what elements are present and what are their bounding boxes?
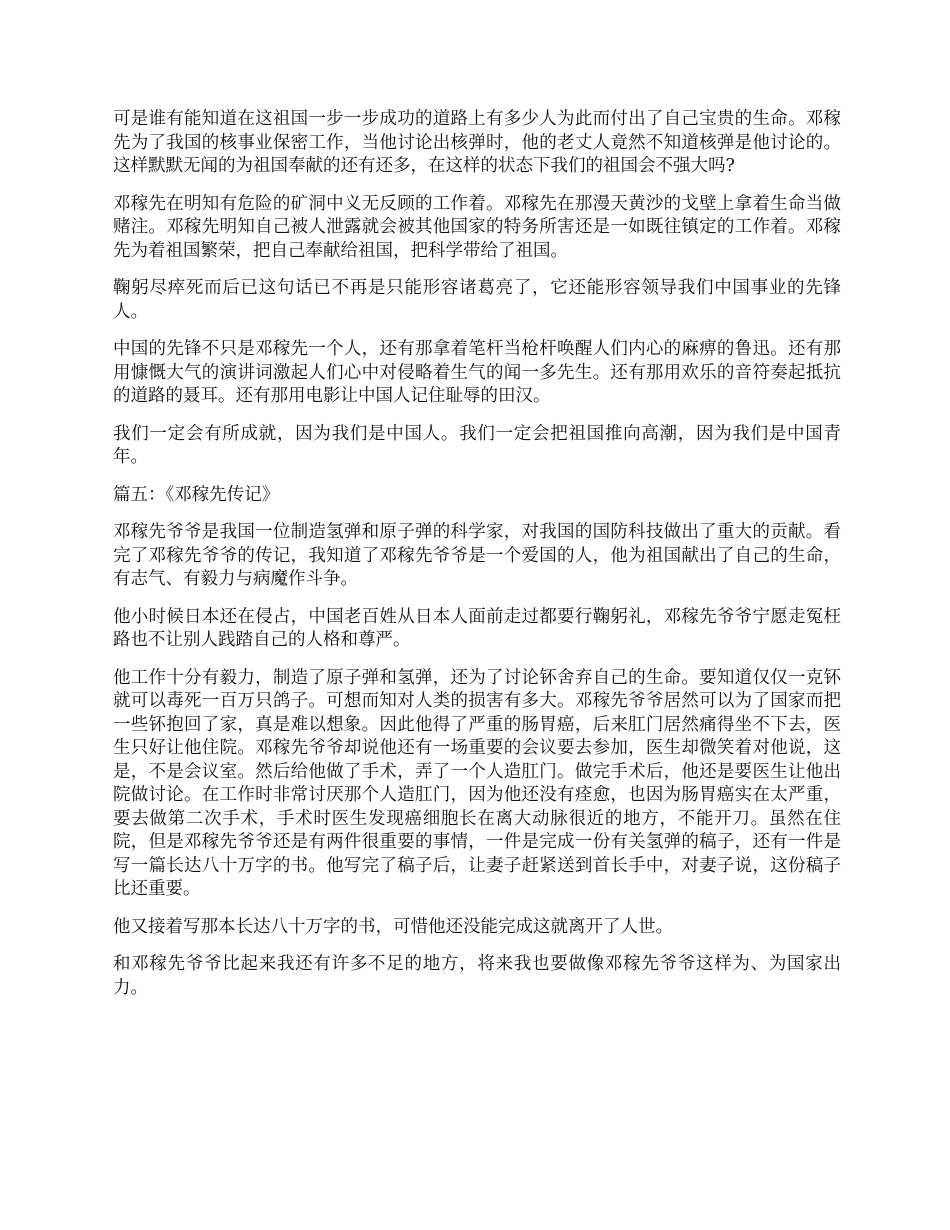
section-heading: 篇五：《邓稼先传记》 — [113, 484, 280, 505]
paragraph-3: 鞠躬尽瘁死而后已这句话已不再是只能形容诸葛亮了，它还能形容领导我们中国事业的先锋人。 — [113, 278, 841, 322]
paragraph-8: 他小时候日本还在侵占，中国老百姓从日本人面前走过都要行鞠躬礼，邓稼先爷爷宁愿走冤枉路也不让别人践踏自己的人格和尊严。 — [113, 606, 841, 650]
paragraph-10: 他又接着写那本长达八十万字的书，可惜他还没能完成这就离开了人世。 — [113, 916, 673, 937]
paragraph-11: 和邓稼先爷爷比起来我还有许多不足的地方，将来我也要做像邓稼先爷爷这样为、为国家出力。 — [113, 954, 841, 998]
paragraph-9: 他工作十分有毅力，制造了原子弹和氢弹，还为了讨论钚舍弃自己的生命。要知道仅仅一克钚就可以毒死一百万只鸽子。可想而知对人类的损害有多大。邓稼先爷爷居然可以为了国家而把一些钚抱回了家，真是难以想象。因此他得了严重的肠胃癌，后来肛门居然痛得坐不下去，医生只好让他住院。邓稼先爷爷却说他还有一场重要的会议要去参加，医生却微笑着对他说，这是，不是会议室。然后给他做了手术，弄了一个人造肛门。做完手术后，他还是要医生让他出院做讨论。在工作时非常讨厌那个人造肛门，因为他还没有痊愈，也因为肠胃癌实在太严重，要去做第二次手术，手术时医生发现癌细胞长在离大动脉很近的地方，不能开刀。虽然在住院，但是邓稼先爷爷还是有两件很重要的事情，一件是完成一份有关氢弹的稿子，还有一件是写一篇长达八十万字的书。他写完了稿子后，让妻子赶紧送到首长手中，对妻子说，这份稿子比还重要。 — [113, 667, 841, 899]
paragraph-7: 邓稼先爷爷是我国一位制造氢弹和原子弹的科学家，对我国的国防科技做出了重大的贡献。看完了邓稼先爷爷的传记，我知道了邓稼先爷爷是一个爱国的人，他为祖国献出了自己的生命，有志气、有毅力与病魔作斗争。 — [113, 522, 841, 589]
paragraph-4: 中国的先锋不只是邓稼先一个人，还有那拿着笔杆当枪杆唤醒人们内心的麻痹的鲁迅。还有那用慷慨大气的演讲词激起人们心中对侵略着生气的闻一多先生。还有那用欢乐的音符奏起抵抗的道路的聂耳。还有那用电影让中国人记住耻辱的田汉。 — [113, 339, 841, 406]
paragraph-2: 邓稼先在明知有危险的矿洞中义无反顾的工作着。邓稼先在那漫天黄沙的戈壁上拿着生命当做赌注。邓稼先明知自己被人泄露就会被其他国家的特务所害还是一如既往镇定的工作着。邓稼先为着祖国繁荣，把自己奉献给祖国，把科学带给了祖国。 — [113, 193, 841, 261]
paragraph-5: 我们一定会有所成就，因为我们是中国人。我们一定会把祖国推向高潮，因为我们是中国青年。 — [113, 423, 841, 467]
paragraph-1: 可是谁有能知道在这祖国一步一步成功的道路上有多少人为此而付出了自己宝贵的生命。邓稼先为了我国的核事业保密工作，当他讨论出核弹时，他的老丈人竟然不知道核弹是他讨论的。这样默默无闻的为祖国奉献的还有还多，在这样的状态下我们的祖国会不强大吗? — [113, 109, 841, 176]
document-page — [113, 108, 841, 1014]
